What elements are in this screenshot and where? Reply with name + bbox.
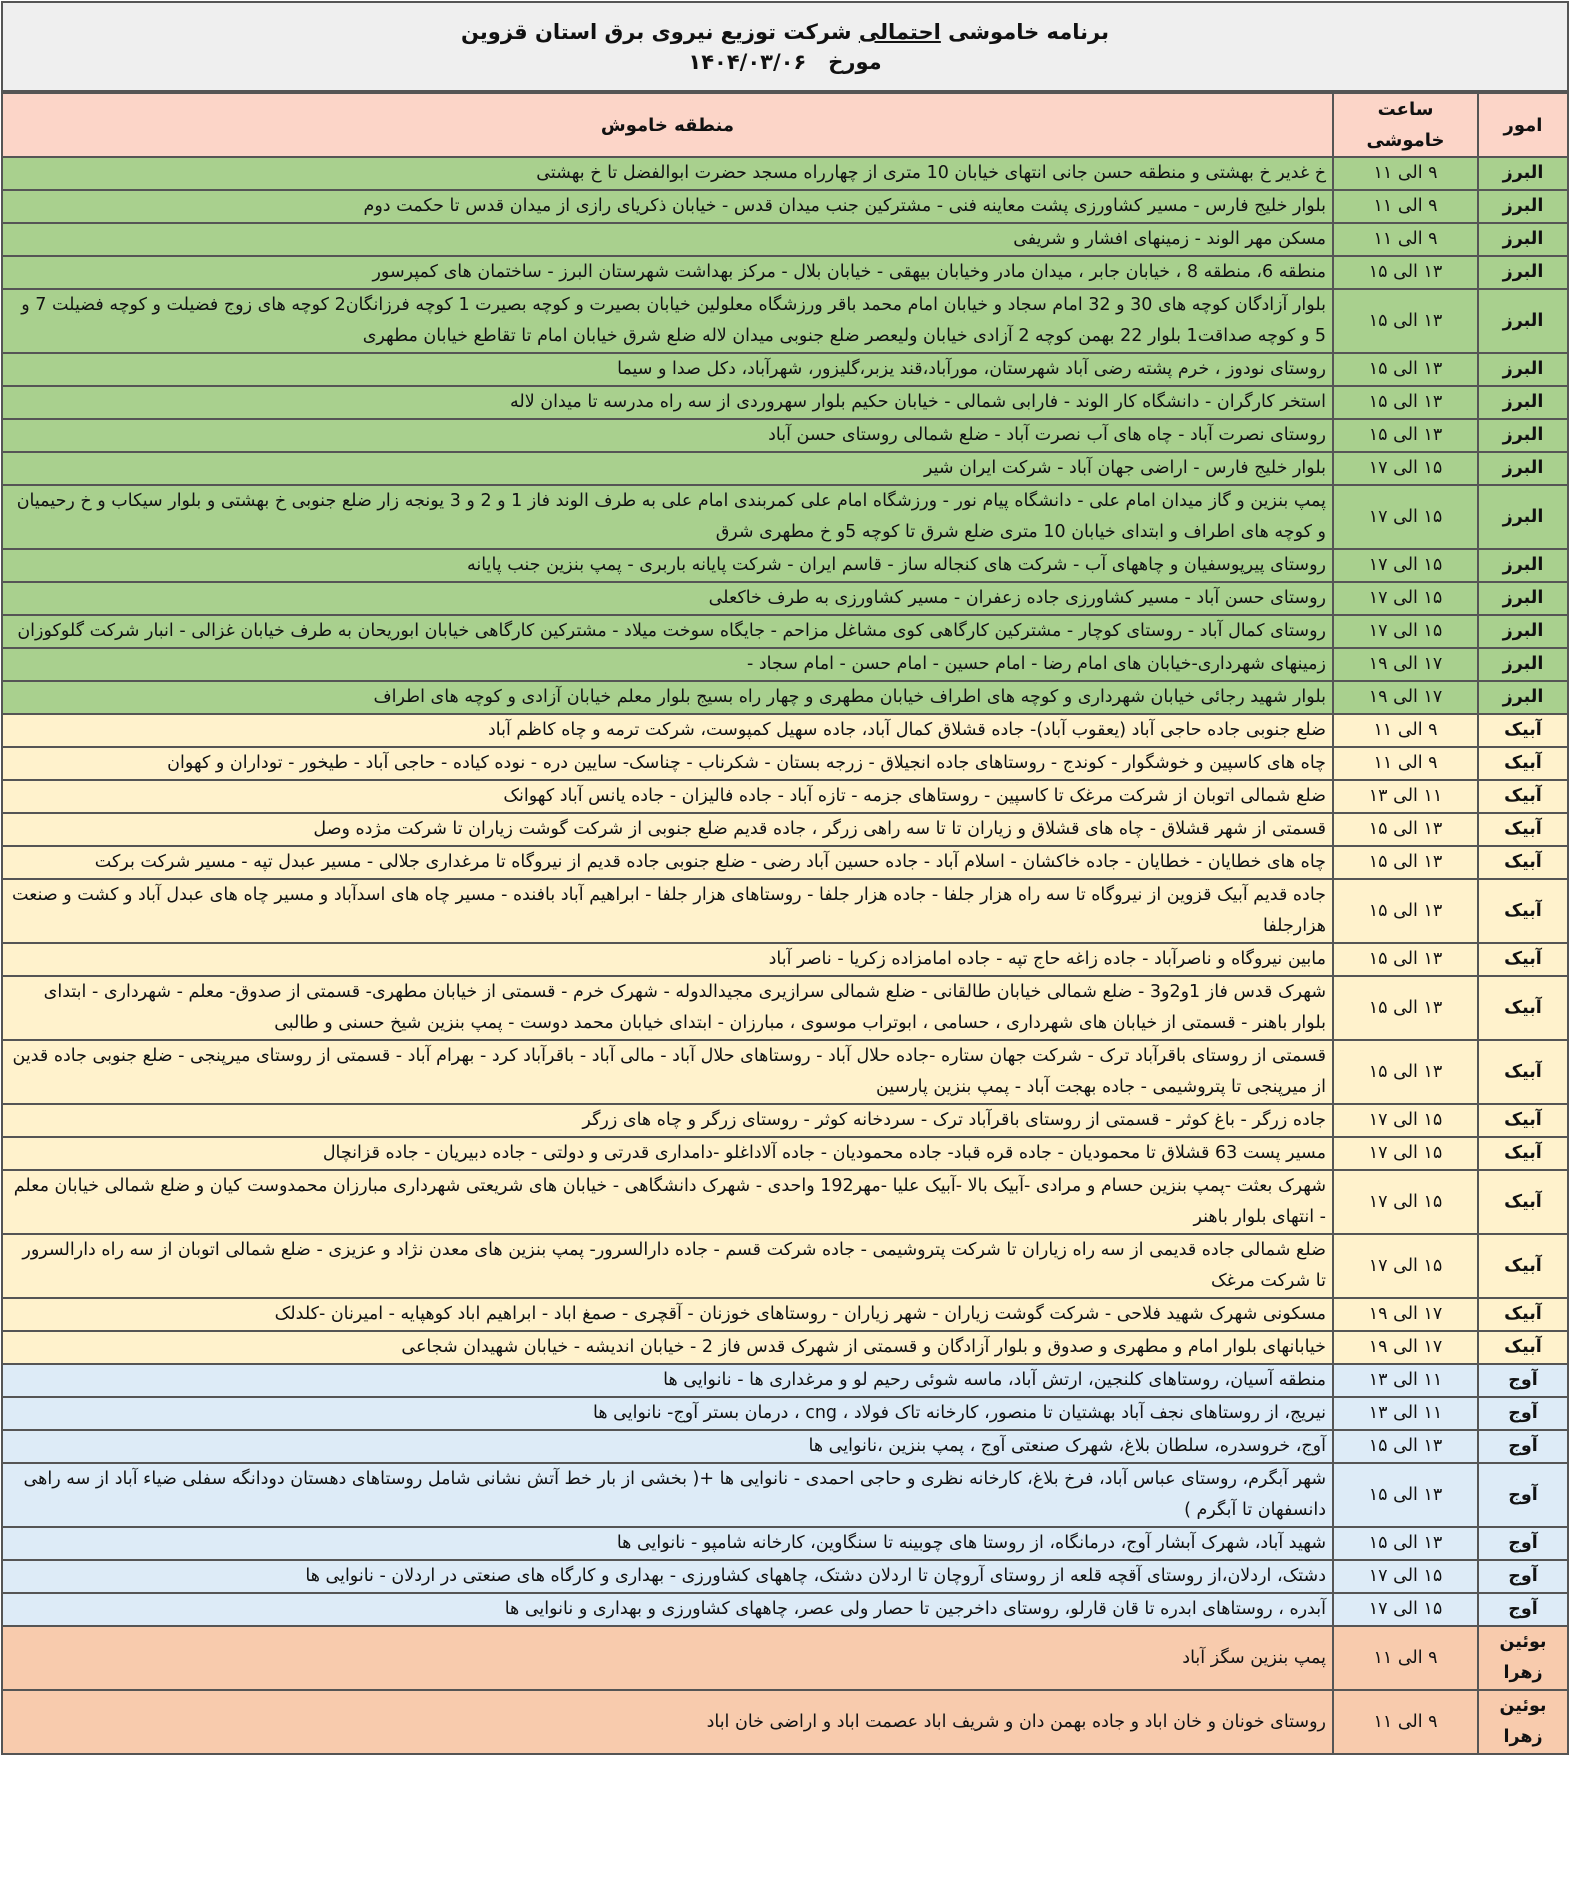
amur-cell: آوج: [1478, 1527, 1568, 1560]
amur-cell: آبیک: [1478, 943, 1568, 976]
time-cell: ۱۵ الی ۱۷: [1333, 1234, 1478, 1298]
amur-cell: البرز: [1478, 386, 1568, 419]
area-cell: چاه های خطایان - خطایان - جاده خاکشان - اسلام آباد - جاده حسین آباد رضی - ضلع جنوبی جاده قدیم از نیروگاه تا مرغداری جلالی - مسیر عبدل تپه - مسیر شرکت برکت: [2, 846, 1333, 879]
table-row: [2, 879, 1568, 943]
area-cell: مابین نیروگاه و ناصرآباد - جاده زاغه حاج تپه - جاده امامزاده زکریا - ناصر آباد: [2, 943, 1333, 976]
time-cell: ۱۵ الی ۱۷: [1333, 452, 1478, 485]
table-row: [2, 289, 1568, 353]
table-row: [2, 353, 1568, 386]
time-cell: ۱۵ الی ۱۷: [1333, 485, 1478, 549]
time-cell: ۱۱ الی ۱۳: [1333, 780, 1478, 813]
table-row: [2, 1170, 1568, 1234]
amur-cell: البرز: [1478, 419, 1568, 452]
table-row: [2, 780, 1568, 813]
area-cell: زمینهای شهرداری-خیابان های امام رضا - امام حسین - امام حسن - امام سجاد -: [2, 648, 1333, 681]
time-cell: ۱۱ الی ۱۳: [1333, 1364, 1478, 1397]
table-row: [2, 1527, 1568, 1560]
outage-schedule-sheet: [1, 1, 1569, 1755]
amur-cell: آبیک: [1478, 976, 1568, 1040]
table-body: [2, 157, 1568, 1754]
amur-cell: آوج: [1478, 1463, 1568, 1527]
amur-cell: البرز: [1478, 353, 1568, 386]
time-cell: ۹ الی ۱۱: [1333, 157, 1478, 190]
amur-cell: البرز: [1478, 648, 1568, 681]
time-cell: ۱۳ الی ۱۵: [1333, 1463, 1478, 1527]
amur-cell: البرز: [1478, 190, 1568, 223]
area-cell: قسمتی از روستای باقرآباد ترک - شرکت جهان ستاره -جاده حلال آباد - روستاهای حلال آباد - مالی آباد - باقرآباد کرد - بهرام آباد - قسمتی از روستای میرپنجی - ضلع جنوبی جاده قدین از میرپنجی تا پتروشیمی - جاده بهجت آباد - پمپ بنزین پارسین: [2, 1040, 1333, 1104]
area-cell: روستای پیرپوسفیان و چاههای آب - شرکت های کنجاله ساز - قاسم ایران - شرکت پایانه باربری - پمپ بنزین جنب پایانه: [2, 549, 1333, 582]
area-cell: شهرک بعثت -پمپ بنزین حسام و مرادی -آبیک بالا -آبیک علیا -مهر192 واحدی - شهرک دانشگاهی - خیابان های شریعتی شهرداری مبارزان محمدوست کیان و ضلع شمالی خیابان معلم - انتهای بلوار باهنر: [2, 1170, 1333, 1234]
time-cell: ۹ الی ۱۱: [1333, 190, 1478, 223]
time-cell: ۱۳ الی ۱۵: [1333, 1527, 1478, 1560]
area-cell: روستای کمال آباد - روستای کوچار - مشترکین کارگاهی کوی مشاغل مزاحم - جایگاه سوخت میلاد - مشترکین کارگاهی خیابان ابوریحان به طرف خیابان غزالی - انبار شرکت گلوکوزان: [2, 615, 1333, 648]
amur-cell: آبیک: [1478, 714, 1568, 747]
table-row: [2, 485, 1568, 549]
title-prefix: برنامه خاموشی: [948, 19, 1110, 44]
amur-cell: آبیک: [1478, 1331, 1568, 1364]
amur-cell: بوئین زهرا: [1478, 1626, 1568, 1690]
table-row: [2, 976, 1568, 1040]
table-row: [2, 549, 1568, 582]
time-cell: ۹ الی ۱۱: [1333, 1690, 1478, 1754]
table-row: [2, 256, 1568, 289]
time-cell: ۱۷ الی ۱۹: [1333, 1331, 1478, 1364]
table-row: [2, 1397, 1568, 1430]
table-row: [2, 223, 1568, 256]
amur-cell: آبیک: [1478, 1040, 1568, 1104]
title-suffix: شرکت توزیع نیروی برق استان قزوین: [461, 19, 852, 44]
title-underlined-word: احتمالی: [858, 19, 941, 44]
area-cell: جاده قدیم آبیک قزوین از نیروگاه تا سه راه هزار جلفا - جاده هزار جلفا - روستاهای هزار جلفا - ابراهیم آباد بافنده - مسیر چاه های اسدآباد و مسیر چاه های عبدل آباد و کشت و صنعت هزارجلفا: [2, 879, 1333, 943]
date-value: ۱۴۰۴/۰۳/۰۶: [688, 49, 807, 74]
table-header-row: [2, 93, 1568, 157]
area-cell: روستای حسن آباد - مسیر کشاورزی جاده زعفران - مسیر کشاورزی به طرف خاکعلی: [2, 582, 1333, 615]
area-cell: بلوار خلیج فارس - اراضی جهان آباد - شرکت ایران شیر: [2, 452, 1333, 485]
area-cell: استخر کارگران - دانشگاه کار الوند - فارابی شمالی - خیابان حکیم بلوار سهروردی از سه راه مدرسه تا میدان لاله: [2, 386, 1333, 419]
table-row: [2, 747, 1568, 780]
table-row: [2, 681, 1568, 714]
amur-cell: البرز: [1478, 582, 1568, 615]
amur-cell: البرز: [1478, 615, 1568, 648]
amur-cell: آوج: [1478, 1560, 1568, 1593]
time-cell: ۱۳ الی ۱۵: [1333, 813, 1478, 846]
area-cell: آبدره ، روستاهای ابدره تا قان قارلو، روستای داخرجین تا حصار ولی عصر، چاههای کشاورزی و بهداری و نانوایی ها: [2, 1593, 1333, 1626]
time-cell: ۱۷ الی ۱۹: [1333, 681, 1478, 714]
time-cell: ۱۷ الی ۱۹: [1333, 1298, 1478, 1331]
amur-cell: البرز: [1478, 485, 1568, 549]
time-cell: ۱۵ الی ۱۷: [1333, 1137, 1478, 1170]
table-row: [2, 1430, 1568, 1463]
table-row: [2, 615, 1568, 648]
amur-cell: آوج: [1478, 1364, 1568, 1397]
table-row: [2, 1690, 1568, 1754]
amur-cell: آبیک: [1478, 1170, 1568, 1234]
time-cell: ۱۵ الی ۱۷: [1333, 1560, 1478, 1593]
schedule-date: [688, 47, 881, 77]
amur-cell: آبیک: [1478, 747, 1568, 780]
area-cell: بلوار آزادگان کوچه های 30 و 32 امام سجاد و خیابان امام محمد باقر ورزشگاه معلولین خیابان بصیرت و کوچه بصیرت 1 کوچه فرزانگان2 کوچه های زوج فضیلت و کوچه فضیلت 7 و 5 و کوچه صداقت1 بلوار 22 بهمن کوچه 2 آزادی خیابان ولیعصر ضلع جنوبی میدان لاله ضلع شرق خیابان امام تا تقاطع خیابان مطهری: [2, 289, 1333, 353]
amur-cell: البرز: [1478, 289, 1568, 353]
table-row: [2, 1463, 1568, 1527]
area-cell: بلوار خلیج فارس - مسیر کشاورزی پشت معاینه فنی - مشترکین جنب میدان قدس - خیابان ذکریای رازی از میدان قدس تا حکمت دوم: [2, 190, 1333, 223]
outage-table: [1, 92, 1569, 1755]
schedule-header: [1, 1, 1569, 92]
time-cell: ۱۳ الی ۱۵: [1333, 846, 1478, 879]
time-cell: ۱۵ الی ۱۷: [1333, 615, 1478, 648]
amur-cell: آوج: [1478, 1430, 1568, 1463]
area-cell: منطقه آسیان، روستاهای کلنجین، ارتش آباد، ماسه شوئی رحیم لو و مرغداری ها - نانوایی ها: [2, 1364, 1333, 1397]
table-row: [2, 1040, 1568, 1104]
amur-cell: آبیک: [1478, 846, 1568, 879]
amur-cell: آوج: [1478, 1593, 1568, 1626]
area-cell: دشتک، اردلان،از روستای آقچه قلعه از روستای آروچان تا اردلان دشتک، چاههای کشاورزی - بهداری و کارگاه های صنعتی در اردلان - نانوایی ها: [2, 1560, 1333, 1593]
time-cell: ۱۳ الی ۱۵: [1333, 879, 1478, 943]
amur-cell: آوج: [1478, 1397, 1568, 1430]
area-cell: چاه های کاسپین و خوشگوار - کوندج - روستاهای جاده انجیلاق - زرجه بستان - شکرناب - چناسک- سایین دره - نوده کیاده - حاجی آباد - طیخور - توداران و کهوان: [2, 747, 1333, 780]
area-cell: جاده زرگر - باغ کوثر - قسمتی از روستای باقرآباد ترک - سردخانه کوثر - روستای زرگر و چاه های زرگر: [2, 1104, 1333, 1137]
area-cell: قسمتی از شهر قشلاق - چاه های قشلاق و زیاران تا تا سه راهی زرگر ، جاده قدیم ضلع جنوبی از شرکت گوشت زیاران تا شرکت مژده وصل: [2, 813, 1333, 846]
date-label: مورخ: [828, 49, 882, 74]
table-row: [2, 648, 1568, 681]
time-cell: ۱۱ الی ۱۳: [1333, 1397, 1478, 1430]
area-cell: نیریج، از روستاهای نجف آباد بهشتیان تا منصور، کارخانه تاک فولاد ، cng ، درمان بستر آوج- نانوایی ها: [2, 1397, 1333, 1430]
time-cell: ۱۳ الی ۱۵: [1333, 976, 1478, 1040]
schedule-title: [461, 17, 1109, 47]
area-cell: بلوار شهید رجائی خیابان شهرداری و کوچه های اطراف خیابان مطهری و چهار راه بسیج بلوار معلم خیابان آزادی و کوچه های اطراف: [2, 681, 1333, 714]
amur-cell: بوئین زهرا: [1478, 1690, 1568, 1754]
table-row: [2, 1104, 1568, 1137]
area-cell: ضلع شمالی جاده قدیمی از سه راه زیاران تا شرکت پتروشیمی - جاده شرکت قسم - جاده دارالسرور- پمپ بنزین های معدن نژاد و عزیزی - ضلع شمالی اتوبان از سه راه دارالسرور تا شرکت مرغک: [2, 1234, 1333, 1298]
area-cell: ضلع جنوبی جاده حاجی آباد (یعقوب آباد)- جاده قشلاق کمال آباد، جاده سهیل کمپوست، شرکت ترمه و چاه کاظم آباد: [2, 714, 1333, 747]
area-cell: شهر آبگرم، روستای عباس آباد، فرخ بلاغ، کارخانه نظری و حاجی احمدی - نانوایی ها +( بخشی از بار خط آتش نشانی شامل روستاهای دهستان دودانگه سفلی ضیاء آباد از سه راهی دانسفهان تا آبگرم ): [2, 1463, 1333, 1527]
table-row: [2, 1331, 1568, 1364]
area-cell: مسکونی شهرک شهید فلاحی - شرکت گوشت زیاران - شهر زیاران - روستاهای خوزنان - آقچری - صمغ اباد - ابراهیم اباد کوهپایه - امیرنان -کلدلک: [2, 1298, 1333, 1331]
table-row: [2, 1298, 1568, 1331]
time-cell: ۹ الی ۱۱: [1333, 1626, 1478, 1690]
table-row: [2, 582, 1568, 615]
header-amur: امور: [1478, 93, 1568, 157]
amur-cell: آبیک: [1478, 1298, 1568, 1331]
area-cell: ضلع شمالی اتوبان از شرکت مرغک تا کاسپین - روستاهای جزمه - تازه آباد - جاده فالیزان - جاده یانس آباد کهوانک: [2, 780, 1333, 813]
amur-cell: البرز: [1478, 549, 1568, 582]
time-cell: ۱۳ الی ۱۵: [1333, 1430, 1478, 1463]
area-cell: مسکن مهر الوند - زمینهای افشار و شریفی: [2, 223, 1333, 256]
area-cell: خیابانهای بلوار امام و مطهری و صدوق و بلوار آزادگان و قسمتی از شهرک قدس فاز 2 - خیابان اندیشه - خیابان شهیدان شجاعی: [2, 1331, 1333, 1364]
amur-cell: البرز: [1478, 452, 1568, 485]
table-row: [2, 1234, 1568, 1298]
table-row: [2, 157, 1568, 190]
time-cell: ۱۳ الی ۱۵: [1333, 386, 1478, 419]
table-row: [2, 386, 1568, 419]
table-row: [2, 1137, 1568, 1170]
time-cell: ۹ الی ۱۱: [1333, 714, 1478, 747]
amur-cell: البرز: [1478, 256, 1568, 289]
time-cell: ۱۵ الی ۱۷: [1333, 1593, 1478, 1626]
time-cell: ۱۳ الی ۱۵: [1333, 943, 1478, 976]
table-row: [2, 714, 1568, 747]
area-cell: منطقه 6، منطقه 8 ، خیابان جابر ، میدان مادر وخیابان بیهقی - خیابان بلال - مرکز بهداشت شهرستان البرز - ساختمان های کمپرسور: [2, 256, 1333, 289]
area-cell: آوج، خروسدره، سلطان بلاغ، شهرک صنعتی آوج ، پمپ بنزین ،نانوایی ها: [2, 1430, 1333, 1463]
time-cell: ۱۳ الی ۱۵: [1333, 256, 1478, 289]
time-cell: ۹ الی ۱۱: [1333, 223, 1478, 256]
area-cell: شهید آباد، شهرک آبشار آوج، درمانگاه، از روستا های چوبینه تا سنگاوین، کارخانه شامپو - نانوایی ها: [2, 1527, 1333, 1560]
time-cell: ۱۷ الی ۱۹: [1333, 648, 1478, 681]
time-cell: ۱۵ الی ۱۷: [1333, 1104, 1478, 1137]
time-cell: ۱۳ الی ۱۵: [1333, 289, 1478, 353]
area-cell: خ غدیر خ بهشتی و منطقه حسن جانی انتهای خیابان 10 متری از چهارراه مسجد حضرت ابوالفضل تا خ بهشتی: [2, 157, 1333, 190]
area-cell: روستای نصرت آباد - چاه های آب نصرت آباد - ضلع شمالی روستای حسن آباد: [2, 419, 1333, 452]
time-cell: ۱۵ الی ۱۷: [1333, 549, 1478, 582]
area-cell: پمپ بنزین سگز آباد: [2, 1626, 1333, 1690]
table-row: [2, 943, 1568, 976]
table-row: [2, 1593, 1568, 1626]
table-row: [2, 813, 1568, 846]
table-row: [2, 190, 1568, 223]
amur-cell: آبیک: [1478, 1104, 1568, 1137]
area-cell: شهرک قدس فاز 1و2و3 - ضلع شمالی خیابان طالقانی - ضلع شمالی سرازیری مجیدالدوله - شهرک خرم - قسمتی از خیابان مطهری- قسمتی از صدوق- معلم - شهرداری - ابتدای بلوار باهنر - قسمتی از خیابان های شهرداری ، حسامی ، ابوتراب موسوی ، مبارزان - ابتدای خیابان محمد دوست - پمپ بنزین شیخ حسنی و طالبی: [2, 976, 1333, 1040]
header-time: ساعت خاموشی: [1333, 93, 1478, 157]
area-cell: روستای نودوز ، خرم پشته رضی آباد شهرستان، مورآباد،قند یزبر،گلیزور، شهرآباد، دکل صدا و سیما: [2, 353, 1333, 386]
amur-cell: آبیک: [1478, 879, 1568, 943]
amur-cell: آبیک: [1478, 780, 1568, 813]
amur-cell: البرز: [1478, 681, 1568, 714]
amur-cell: آبیک: [1478, 1137, 1568, 1170]
time-cell: ۱۳ الی ۱۵: [1333, 353, 1478, 386]
time-cell: ۱۵ الی ۱۷: [1333, 582, 1478, 615]
table-row: [2, 1626, 1568, 1690]
table-row: [2, 846, 1568, 879]
table-row: [2, 1560, 1568, 1593]
amur-cell: البرز: [1478, 223, 1568, 256]
amur-cell: آبیک: [1478, 813, 1568, 846]
time-cell: ۱۳ الی ۱۵: [1333, 1040, 1478, 1104]
table-row: [2, 1364, 1568, 1397]
table-row: [2, 419, 1568, 452]
area-cell: پمپ بنزین و گاز میدان امام علی - دانشگاه پیام نور - ورزشگاه امام علی کمربندی امام علی به طرف الوند فاز 1 و 2 و 3 یونجه زار ضلع جنوبی خ بهشتی و بلوار سیکاب و خ رحیمیان و کوچه های اطراف و ابتدای خیابان 10 متری ضلع شرق تا کوچه 5و خ مطهری شرق: [2, 485, 1333, 549]
amur-cell: آبیک: [1478, 1234, 1568, 1298]
time-cell: ۱۳ الی ۱۵: [1333, 419, 1478, 452]
amur-cell: البرز: [1478, 157, 1568, 190]
area-cell: روستای خونان و خان اباد و جاده بهمن دان و شریف اباد عصمت اباد و اراضی خان اباد: [2, 1690, 1333, 1754]
area-cell: مسیر پست 63 قشلاق تا محمودیان - جاده قره قباد- جاده محمودیان - جاده آلاداغلو -دامداری قدرتی و دولتی - جاده دبیریان - جاده قزانچال: [2, 1137, 1333, 1170]
table-row: [2, 452, 1568, 485]
header-area: منطقه خاموش: [2, 93, 1333, 157]
time-cell: ۱۵ الی ۱۷: [1333, 1170, 1478, 1234]
time-cell: ۹ الی ۱۱: [1333, 747, 1478, 780]
